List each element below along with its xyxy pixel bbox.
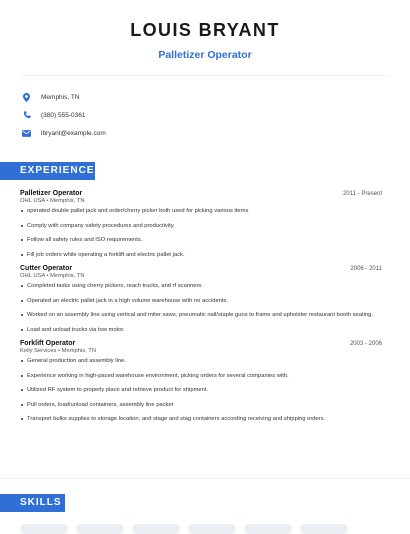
skill-chip [20, 524, 68, 534]
contact-email [22, 124, 410, 142]
bullet-item: Worked on an assembly line using vertical and miter saws, pneumatic nail/staple guns to frame and upholster restaurant booth seating. [20, 311, 382, 319]
job-entry-company: OHL USA • Memphis, TN [20, 273, 85, 279]
bullet-item: Pull orders, load/unload containers, assembly line packer [20, 401, 382, 409]
skill-chip [188, 524, 236, 534]
resume-header [0, 0, 410, 61]
job-entry-title: Palletizer Operator [20, 190, 83, 197]
job-entry-company: Kelly Services • Memphis, TN [20, 348, 97, 354]
bullet-item: Follow all safety rules and ISO requirements. [20, 236, 382, 244]
skill-chip [244, 524, 292, 534]
phone-icon [22, 111, 31, 120]
bullet-item: Transport bulks supplies to storage location, and stage and stag containers according receiving and shipping orders. [20, 415, 382, 423]
job-entry-bullets [20, 207, 382, 259]
bullet-item: Fill job orders while operating a forklift and electric pallet jack. [20, 251, 382, 259]
job-entry-dates: 2006 - 2011 [350, 266, 382, 272]
contact-phone [22, 106, 410, 124]
skill-chip [132, 524, 180, 534]
job-entry-title: Cutter Operator [20, 265, 73, 272]
location-pin-icon [22, 93, 31, 102]
contact-location [22, 88, 410, 106]
job-entry-dates: 2003 - 2006 [349, 341, 382, 347]
skills-list [20, 524, 348, 534]
job-entry-bullets [20, 357, 382, 423]
job-entry-company: OHL USA • Memphis, TN [20, 198, 85, 204]
candidate-name: LOUIS BRYANT [130, 20, 280, 40]
job-entry-title: Forklift Operator [20, 340, 76, 347]
email-icon [22, 129, 31, 138]
contact-email-text: lbryant@example.com [41, 129, 106, 137]
skill-chip [76, 524, 124, 534]
experience-section-heading: EXPERIENCE [0, 162, 95, 180]
experience-list [20, 190, 382, 430]
bullet-item: Utilized RF system to properly place and retrieve product for shipment. [20, 386, 382, 394]
section-divider [0, 478, 410, 479]
job-entry [20, 190, 382, 259]
bullet-item: Experience working in high-paced warehouse environment, picking orders for several companies with. [20, 372, 382, 380]
job-entry-dates: 2011 - Present [343, 191, 382, 197]
job-entry [20, 340, 382, 423]
bullet-item: Operated an electric pallet jack in a high volume warehouse with no accidents. [20, 297, 382, 305]
contact-location-text: Memphis, TN [41, 93, 80, 101]
job-title-heading: Palletizer Operator [158, 49, 252, 61]
job-entry-bullets [20, 282, 382, 334]
bullet-item: operated double pallet jack and order/cherry picker both used for picking various items [20, 207, 382, 215]
skills-section-heading: SKILLS [0, 494, 65, 512]
bullet-item: General production and assembly line. [20, 357, 382, 365]
bullet-item: Comply with company safety procedures and productivity. [20, 222, 382, 230]
bullet-item: Completed tasks using cherry pickers, reach trucks, and rf scanners. [20, 282, 382, 290]
bullet-item: Load and unload trucks via tow motor. [20, 326, 382, 334]
contact-phone-text: (380) 555-0361 [41, 111, 86, 119]
skill-chip [300, 524, 348, 534]
contact-list [0, 76, 410, 142]
job-entry [20, 265, 382, 334]
